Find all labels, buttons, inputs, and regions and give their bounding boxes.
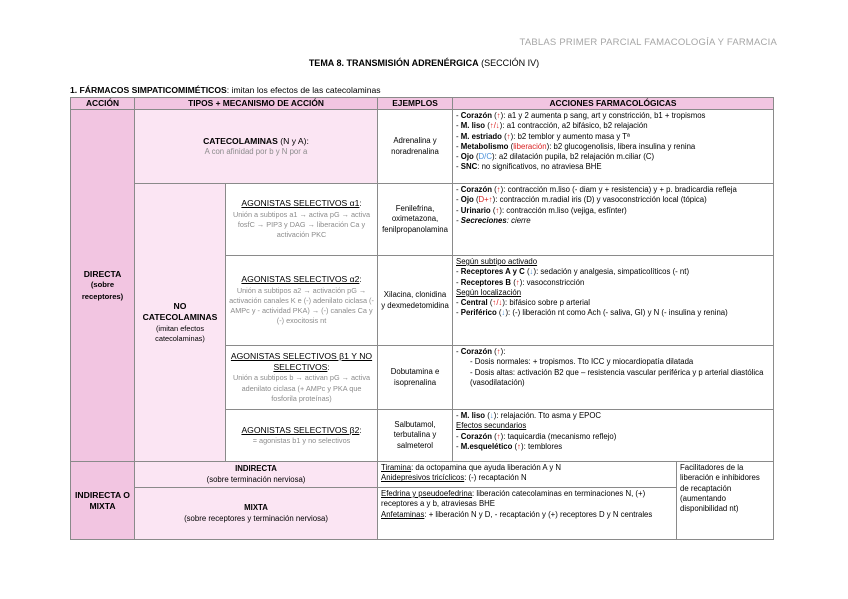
a2-cell: AGONISTAS SELECTIVOS α2: Unión a subtipos a2 → activación pG → activación canales K e (-) adenilato ciclasa (- AMPc y - actividad PKA) → (-) canales Ca y (-) exocitosis nt [226, 256, 378, 346]
list-item: - Ojo (D/C): a2 dilatación pupila, b2 relajación m.ciliar (C) [456, 152, 655, 162]
col-header-tipos: TIPOS + MECANISMO DE ACCIÓN [135, 98, 378, 110]
catecol-desc: A con afinidad por b y N por a [204, 147, 308, 156]
section-bold: 1. FÁRMACOS SIMPATICOMIMÉTICOS [70, 85, 227, 95]
b1-examples: Dobutamina e isoprenalina [378, 346, 453, 410]
no-catecol-cell [135, 184, 226, 462]
title-rest: (SECCIÓN IV) [478, 58, 540, 68]
b1-name: AGONISTAS SELECTIVOS β1 Y NO SELECTIVOS [230, 350, 373, 373]
mixta-examples [378, 488, 677, 540]
list-item: Efedrina y pseudoefedrina: liberación catecolaminas en terminaciones N, (+) receptores a y b, atraviesas BHE [381, 489, 646, 509]
pharmacology-table [70, 97, 774, 540]
list-item: - Corazón (↑): contracción m.liso (- diam y + resistencia) y + p. bradicardia refleja [456, 185, 737, 194]
a1-name: AGONISTAS SELECTIVOS α1 [241, 198, 360, 209]
a2-desc: Unión a subtipos a2 → activación pG → activación canales K e (-) adenilato ciclasa (- AMPc y - actividad PKA) → (-) canales Ca y (-) exocitosis nt [229, 285, 374, 326]
a1-desc: Unión a subtipos a1 → activa pG → activa fosfC → PIP3 y DAG → liberación Ca y activación PKC [232, 209, 371, 240]
catecol-actions [453, 110, 774, 184]
col-header-acciones: ACCIONES FARMACOLÓGICAS [453, 98, 774, 110]
list-item: - Corazón (↑): taquicardia (mecanismo reflejo) [456, 431, 617, 441]
mixta-sub: (sobre receptores y terminación nerviosa) [184, 513, 328, 523]
catecol-suffix: (N y A): [277, 135, 309, 146]
catecol-examples: Adrenalina y noradrenalina [378, 110, 453, 184]
list-item: - Corazón (↑): a1 y 2 aumenta p sang, art y constricción, b1 + tropismos [456, 111, 706, 120]
indirecta-sub: (sobre terminación nerviosa) [206, 474, 306, 484]
list-item: - Receptores B (↑): vasoconstricción [456, 277, 585, 287]
indirecta-name: INDIRECTA [235, 464, 277, 474]
indirecta-examples [378, 462, 677, 488]
subheading: Efectos secundarios [456, 421, 527, 431]
a2-name: AGONISTAS SELECTIVOS α2 [241, 274, 360, 285]
list-item: Anidepresivos tricíclicos: (-) recaptación N [381, 473, 527, 483]
b2-cell: AGONISTAS SELECTIVOS β2: = agonistas b1 y no selectivos [226, 410, 378, 462]
a1-actions [453, 184, 774, 256]
list-item: - Metabolismo (liberación): b2 glucogenolisis, libera insulina y renina [456, 141, 696, 151]
table-row [71, 110, 774, 184]
directa-label: DIRECTA [83, 269, 122, 280]
list-item: - M.esquelético (↑): temblores [456, 441, 563, 451]
a2-examples: Xilacina, clonidina y dexmedetomidina [378, 256, 453, 346]
indirecta-cell [135, 462, 378, 488]
b1-actions [453, 346, 774, 410]
section-heading [70, 85, 381, 95]
directa-cell [71, 110, 135, 462]
table-row [71, 184, 774, 256]
list-item: - M. liso (↑/↓): a1 contracción, a2 bifásico, b2 relajación [456, 121, 648, 131]
nocat-name: NO CATECOLAMINAS [142, 300, 218, 323]
col-header-ejemplos: EJEMPLOS [378, 98, 453, 110]
list-item: - Ojo (D+↑): contracción m.radial iris (D) y vasoconstricción local (tópica) [456, 195, 707, 205]
table-header-row [71, 98, 774, 110]
directa-sub: (sobre receptores) [81, 280, 124, 301]
list-item: - SNC: no significativos, no atraviesa BHE [456, 162, 602, 172]
page-title [0, 58, 848, 68]
document-header: TABLAS PRIMER PARCIAL FAMACOLOGÍA Y FARMACIA [519, 37, 777, 48]
b2-actions [453, 410, 774, 462]
list-item: - Periférico (↓): (-) liberación nt como Ach (- saliva, GI) y N (- insulina y renina) [456, 308, 728, 318]
catecol-name: CATECOLAMINAS [203, 135, 278, 146]
b2-name: AGONISTAS SELECTIVOS β2 [241, 424, 360, 435]
a1-cell: AGONISTAS SELECTIVOS α1: Unión a subtipos a1 → activa pG → activa fosfC → PIP3 y DAG → liberación Ca y activación PKC [226, 184, 378, 256]
b2-examples: Salbutamol, terbutalina y salmeterol [378, 410, 453, 462]
list-item: - Urinario (↑): contracción m.liso (vejiga, esfínter) [456, 205, 627, 215]
nocat-sub: (imitan efectos catecolaminas) [155, 323, 205, 343]
list-item: - M. liso (↓): relajación. Tto asma y EPOC [456, 411, 602, 420]
mixta-name: MIXTA [244, 503, 268, 513]
mixta-cell [135, 488, 378, 540]
table-row [71, 462, 774, 488]
list-item: - Dosis normales: + tropismos. Tto ICC y miocardiopatía dilatada [470, 357, 694, 367]
side-note: Facilitadores de la liberación e inhibidores de recaptación (aumentando disponibilidad nt) [677, 462, 774, 540]
list-item: - Receptores A y C (↓): sedación y analgesia, simpaticolíticos (- nt) [456, 267, 690, 277]
list-item: Tiramina: da octopamina que ayuda liberación A y N [381, 463, 562, 472]
list-item: - Secreciones: cierre [456, 215, 531, 225]
indirecta-mixta-cell: INDIRECTA O MIXTA [71, 462, 135, 540]
a1-examples: Fenilefrina, oximetazona, fenilpropanolamina [378, 184, 453, 256]
list-item: - Central (↑/↓): bifásico sobre p arterial [456, 298, 590, 308]
catecolaminas-cell [135, 110, 378, 184]
list-item: Anfetaminas: + liberación N y D, - recaptación y (+) receptores D y N centrales [381, 509, 653, 519]
section-rest: : imitan los efectos de las catecolaminas [226, 85, 381, 95]
col-header-accion: ACCIÓN [71, 98, 135, 110]
list-item: - Dosis altas: activación B2 que – resistencia vascular periférica y p arterial diastólica (vasodilatación) [470, 367, 764, 387]
title-bold: TEMA 8. TRANSMISIÓN ADRENÉRGICA [308, 58, 479, 68]
table-row [71, 488, 774, 540]
list-item: - M. estriado (↑): b2 temblor y aumento masa y Tª [456, 131, 630, 141]
subheading: Según subtipo activado [456, 257, 538, 266]
b1-cell: AGONISTAS SELECTIVOS β1 Y NO SELECTIVOS: Unión a subtipos b → activan pG → activa adenilato ciclasa (+ AMPc y PKA que fosforila proteínas) [226, 346, 378, 410]
a2-actions [453, 256, 774, 346]
b2-desc: = agonistas b1 y no selectivos [252, 436, 351, 445]
b1-desc: Unión a subtipos b → activan pG → activa adenilato ciclasa (+ AMPc y PKA que fosforila proteínas) [232, 373, 371, 403]
list-item: - Corazón (↑): [456, 347, 506, 356]
subheading: Según localización [456, 287, 522, 297]
